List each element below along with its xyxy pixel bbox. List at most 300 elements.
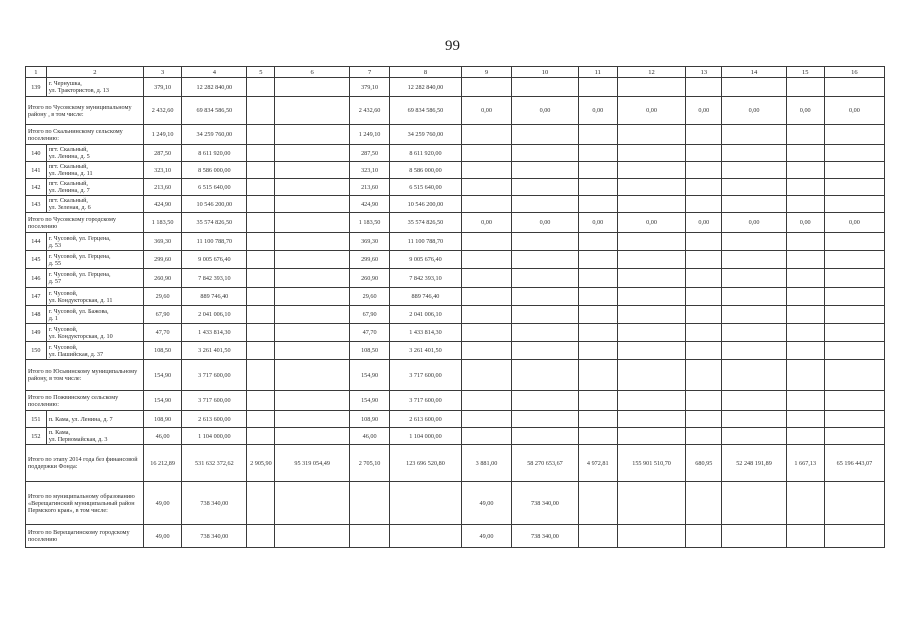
value-cell: 3 717 600,00 (182, 360, 247, 391)
subtotal-label: Итого по Скальнинскому сельскому поселению: (26, 125, 144, 145)
value-cell (275, 411, 350, 428)
value-cell (786, 428, 824, 445)
value-cell (512, 324, 578, 342)
value-cell: 424,90 (349, 196, 389, 213)
value-cell (512, 162, 578, 179)
row-number-cell: 151 (26, 411, 47, 428)
value-cell: 65 196 443,07 (824, 445, 884, 482)
value-cell (275, 251, 350, 269)
value-cell: 2 041 006,10 (182, 306, 247, 324)
address-cell: г. Чусовой, ул. Герцена, д. 57 (46, 269, 143, 288)
address-cell: г. Чусовой, ул. Кондукторская, д. 10 (46, 324, 143, 342)
value-cell (786, 342, 824, 360)
value-cell: 8 586 000,00 (182, 162, 247, 179)
value-cell (275, 196, 350, 213)
value-cell: 1 183,50 (349, 213, 389, 233)
column-number-4: 4 (182, 67, 247, 78)
value-cell (512, 360, 578, 391)
value-cell (786, 525, 824, 548)
value-cell (578, 324, 617, 342)
value-cell (617, 360, 685, 391)
column-number-5: 5 (247, 67, 275, 78)
row-number-cell: 139 (26, 78, 47, 97)
value-cell (247, 360, 275, 391)
value-cell: 34 259 760,00 (390, 125, 461, 145)
subtotal-row (26, 525, 885, 548)
value-cell (512, 428, 578, 445)
value-cell (617, 145, 685, 162)
value-cell: 1 433 814,30 (182, 324, 247, 342)
value-cell: 1 249,10 (143, 125, 181, 145)
value-cell (578, 179, 617, 196)
value-cell (578, 482, 617, 525)
column-number-3: 3 (143, 67, 181, 78)
value-cell (722, 125, 786, 145)
value-cell: 0,00 (786, 97, 824, 125)
value-cell (824, 251, 884, 269)
value-cell (247, 145, 275, 162)
value-cell (578, 288, 617, 306)
value-cell: 213,60 (349, 179, 389, 196)
value-cell: 29,60 (143, 288, 181, 306)
value-cell (686, 360, 722, 391)
value-cell (686, 145, 722, 162)
value-cell: 260,90 (143, 269, 181, 288)
value-cell: 3 717 600,00 (390, 391, 461, 411)
row-number-cell: 144 (26, 233, 47, 251)
value-cell (686, 162, 722, 179)
value-cell (617, 251, 685, 269)
value-cell (617, 233, 685, 251)
value-cell (275, 125, 350, 145)
column-number-13: 13 (686, 67, 722, 78)
address-cell: пгт. Скальный, ул. Зеленая, д. 6 (46, 196, 143, 213)
value-cell: 323,10 (349, 162, 389, 179)
value-cell (578, 145, 617, 162)
value-cell (722, 525, 786, 548)
value-cell (275, 179, 350, 196)
value-cell: 52 248 191,89 (722, 445, 786, 482)
value-cell (275, 324, 350, 342)
value-cell (722, 196, 786, 213)
value-cell (578, 269, 617, 288)
value-cell (722, 306, 786, 324)
value-cell: 2 705,10 (349, 445, 389, 482)
value-cell (349, 525, 389, 548)
value-cell (275, 162, 350, 179)
value-cell: 3 261 401,50 (390, 342, 461, 360)
value-cell (578, 360, 617, 391)
value-cell (686, 525, 722, 548)
value-cell (512, 145, 578, 162)
value-cell (247, 391, 275, 411)
value-cell: 1 104 000,00 (390, 428, 461, 445)
value-cell: 6 515 640,00 (182, 179, 247, 196)
value-cell (578, 78, 617, 97)
table-row (26, 428, 885, 445)
value-cell (617, 428, 685, 445)
value-cell: 67,90 (349, 306, 389, 324)
value-cell (247, 288, 275, 306)
value-cell: 2 041 006,10 (390, 306, 461, 324)
value-cell: 2 432,60 (143, 97, 181, 125)
value-cell (686, 196, 722, 213)
value-cell (461, 233, 512, 251)
value-cell: 67,90 (143, 306, 181, 324)
value-cell (247, 251, 275, 269)
value-cell (722, 251, 786, 269)
value-cell (461, 391, 512, 411)
value-cell: 1 183,50 (143, 213, 181, 233)
value-cell (786, 269, 824, 288)
value-cell (617, 162, 685, 179)
value-cell (578, 306, 617, 324)
value-cell (824, 324, 884, 342)
value-cell (247, 428, 275, 445)
value-cell (786, 251, 824, 269)
table-row (26, 288, 885, 306)
value-cell (461, 269, 512, 288)
value-cell: 738 340,00 (182, 482, 247, 525)
value-cell (686, 233, 722, 251)
value-cell (247, 411, 275, 428)
address-cell: пгт. Скальный, ул. Ленина, д. 11 (46, 162, 143, 179)
value-cell (247, 342, 275, 360)
value-cell (578, 411, 617, 428)
row-number-cell: 150 (26, 342, 47, 360)
value-cell (512, 306, 578, 324)
value-cell (461, 360, 512, 391)
value-cell (786, 145, 824, 162)
value-cell: 680,95 (686, 445, 722, 482)
value-cell: 0,00 (824, 213, 884, 233)
value-cell (512, 288, 578, 306)
value-cell: 95 319 054,49 (275, 445, 350, 482)
value-cell (786, 288, 824, 306)
value-cell (686, 306, 722, 324)
column-number-6: 6 (275, 67, 350, 78)
value-cell (512, 179, 578, 196)
table-row (26, 324, 885, 342)
table-body (26, 67, 885, 548)
value-cell: 7 842 393,10 (182, 269, 247, 288)
value-cell (578, 342, 617, 360)
column-number-10: 10 (512, 67, 578, 78)
value-cell (617, 306, 685, 324)
value-cell (786, 306, 824, 324)
value-cell (512, 391, 578, 411)
value-cell (786, 482, 824, 525)
value-cell: 0,00 (617, 97, 685, 125)
value-cell (824, 288, 884, 306)
value-cell: 35 574 826,50 (390, 213, 461, 233)
table-row (26, 179, 885, 196)
value-cell (686, 179, 722, 196)
value-cell (824, 162, 884, 179)
value-cell (617, 125, 685, 145)
value-cell: 10 546 200,00 (182, 196, 247, 213)
value-cell (824, 145, 884, 162)
value-cell: 47,70 (143, 324, 181, 342)
value-cell: 0,00 (461, 97, 512, 125)
value-cell (275, 306, 350, 324)
value-cell (722, 482, 786, 525)
subtotal-label: Итого по Чусовскому муниципальному району , в том числе: (26, 97, 144, 125)
value-cell (275, 428, 350, 445)
value-cell: 69 834 586,50 (390, 97, 461, 125)
address-cell: г. Чусовой, ул. Пашийская, д. 37 (46, 342, 143, 360)
column-number-9: 9 (461, 67, 512, 78)
value-cell (722, 324, 786, 342)
value-cell: 108,90 (349, 411, 389, 428)
value-cell (824, 360, 884, 391)
value-cell: 0,00 (686, 213, 722, 233)
value-cell (512, 125, 578, 145)
value-cell (617, 391, 685, 411)
value-cell: 49,00 (461, 482, 512, 525)
value-cell (824, 411, 884, 428)
subtotal-row (26, 97, 885, 125)
value-cell (722, 288, 786, 306)
address-cell: п. Кама, ул. Первомайская, д. 3 (46, 428, 143, 445)
value-cell: 1 104 000,00 (182, 428, 247, 445)
address-cell: г. Чусовой, ул. Кондукторская, д. 11 (46, 288, 143, 306)
column-number-2: 2 (46, 67, 143, 78)
address-cell: г. Чусовой, ул. Герцена, д. 53 (46, 233, 143, 251)
value-cell: 35 574 826,50 (182, 213, 247, 233)
value-cell: 213,60 (143, 179, 181, 196)
value-cell: 58 270 653,67 (512, 445, 578, 482)
value-cell (786, 196, 824, 213)
value-cell: 379,10 (143, 78, 181, 97)
value-cell (617, 342, 685, 360)
value-cell (686, 288, 722, 306)
subtotal-label: Итого по муниципальному образованию «Верещагинский муниципальный район Пермского края», в том числе: (26, 482, 144, 525)
value-cell: 4 972,81 (578, 445, 617, 482)
value-cell (461, 411, 512, 428)
table-row (26, 233, 885, 251)
column-number-7: 7 (349, 67, 389, 78)
value-cell (617, 324, 685, 342)
value-cell: 154,90 (349, 360, 389, 391)
value-cell (686, 342, 722, 360)
value-cell (686, 428, 722, 445)
value-cell (824, 391, 884, 411)
value-cell: 3 881,00 (461, 445, 512, 482)
value-cell (275, 391, 350, 411)
row-number-cell: 140 (26, 145, 47, 162)
value-cell (247, 162, 275, 179)
value-cell: 154,90 (349, 391, 389, 411)
value-cell (824, 306, 884, 324)
subtotal-label: Итого по Чусовскому городскому поселению (26, 213, 144, 233)
value-cell (617, 525, 685, 548)
value-cell: 0,00 (786, 213, 824, 233)
value-cell (275, 269, 350, 288)
address-cell: пгт. Скальный, ул. Ленина, д. 5 (46, 145, 143, 162)
value-cell: 0,00 (578, 97, 617, 125)
value-cell (247, 306, 275, 324)
subtotal-row (26, 445, 885, 482)
row-number-cell: 147 (26, 288, 47, 306)
summary-table (25, 66, 885, 548)
value-cell (275, 213, 350, 233)
value-cell: 11 100 788,70 (390, 233, 461, 251)
address-cell: п. Кама, ул. Ленина, д. 7 (46, 411, 143, 428)
value-cell: 49,00 (461, 525, 512, 548)
value-cell (390, 525, 461, 548)
value-cell (461, 288, 512, 306)
value-cell: 260,90 (349, 269, 389, 288)
value-cell (390, 482, 461, 525)
value-cell: 299,60 (349, 251, 389, 269)
value-cell (722, 391, 786, 411)
value-cell (461, 428, 512, 445)
value-cell (617, 179, 685, 196)
table-row (26, 269, 885, 288)
address-cell: г. Чусовой, ул. Герцена, д. 55 (46, 251, 143, 269)
value-cell (722, 411, 786, 428)
value-cell: 0,00 (461, 213, 512, 233)
value-cell: 2 613 600,00 (390, 411, 461, 428)
value-cell (786, 391, 824, 411)
value-cell (275, 145, 350, 162)
value-cell (578, 125, 617, 145)
value-cell (578, 525, 617, 548)
value-cell: 738 340,00 (512, 525, 578, 548)
subtotal-row (26, 213, 885, 233)
column-number-16: 16 (824, 67, 884, 78)
address-cell: г. Чернушка, ул. Трактористов, д. 13 (46, 78, 143, 97)
value-cell (578, 251, 617, 269)
subtotal-label: Итого по Юсьвинскому муниципальному району, в том числе: (26, 360, 144, 391)
row-number-cell: 152 (26, 428, 47, 445)
value-cell (786, 125, 824, 145)
value-cell: 1 249,10 (349, 125, 389, 145)
value-cell (824, 482, 884, 525)
value-cell: 889 746,40 (182, 288, 247, 306)
value-cell (247, 97, 275, 125)
value-cell: 155 901 510,70 (617, 445, 685, 482)
value-cell (247, 179, 275, 196)
value-cell (824, 428, 884, 445)
value-cell (349, 482, 389, 525)
value-cell (617, 269, 685, 288)
value-cell (824, 78, 884, 97)
value-cell: 531 632 372,62 (182, 445, 247, 482)
column-number-15: 15 (786, 67, 824, 78)
value-cell (461, 342, 512, 360)
subtotal-label: Итого по Верещагинскому городскому поселению (26, 525, 144, 548)
row-number-cell: 145 (26, 251, 47, 269)
value-cell (786, 360, 824, 391)
address-cell: пгт. Скальный, ул. Ленина, д. 7 (46, 179, 143, 196)
value-cell (275, 288, 350, 306)
value-cell: 0,00 (722, 97, 786, 125)
page-number: 99 (445, 38, 460, 54)
value-cell (722, 360, 786, 391)
value-cell (722, 145, 786, 162)
value-cell: 108,90 (143, 411, 181, 428)
value-cell: 1 433 814,30 (390, 324, 461, 342)
table-row (26, 306, 885, 324)
subtotal-row (26, 482, 885, 525)
value-cell (722, 78, 786, 97)
value-cell: 2 905,90 (247, 445, 275, 482)
value-cell (578, 233, 617, 251)
value-cell: 7 842 393,10 (390, 269, 461, 288)
table-row (26, 411, 885, 428)
value-cell: 738 340,00 (182, 525, 247, 548)
value-cell: 3 717 600,00 (390, 360, 461, 391)
value-cell: 46,00 (143, 428, 181, 445)
value-cell (617, 288, 685, 306)
value-cell: 424,90 (143, 196, 181, 213)
subtotal-label: Итого по этапу 2014 года без финансовой поддержки Фонда: (26, 445, 144, 482)
subtotal-label: Итого по Пожвинскому сельскому поселению: (26, 391, 144, 411)
value-cell (461, 179, 512, 196)
value-cell (275, 360, 350, 391)
value-cell (578, 162, 617, 179)
value-cell (617, 482, 685, 525)
value-cell (686, 411, 722, 428)
value-cell (824, 179, 884, 196)
value-cell (786, 324, 824, 342)
value-cell (824, 342, 884, 360)
value-cell: 9 005 676,40 (390, 251, 461, 269)
value-cell (275, 342, 350, 360)
value-cell (686, 78, 722, 97)
value-cell (247, 482, 275, 525)
value-cell: 379,10 (349, 78, 389, 97)
value-cell (578, 428, 617, 445)
subtotal-row (26, 360, 885, 391)
value-cell (578, 196, 617, 213)
value-cell (247, 233, 275, 251)
value-cell (786, 78, 824, 97)
row-number-cell: 149 (26, 324, 47, 342)
value-cell (247, 269, 275, 288)
value-cell (617, 411, 685, 428)
subtotal-row (26, 125, 885, 145)
value-cell: 108,50 (143, 342, 181, 360)
value-cell: 108,50 (349, 342, 389, 360)
value-cell (275, 97, 350, 125)
value-cell: 8 586 000,00 (390, 162, 461, 179)
table-row (26, 196, 885, 213)
value-cell (275, 233, 350, 251)
value-cell: 154,90 (143, 360, 181, 391)
column-number-1: 1 (26, 67, 47, 78)
value-cell (722, 233, 786, 251)
value-cell (461, 78, 512, 97)
value-cell (512, 196, 578, 213)
row-number-cell: 142 (26, 179, 47, 196)
value-cell: 16 212,89 (143, 445, 181, 482)
value-cell (686, 125, 722, 145)
table-row (26, 162, 885, 179)
subtotal-row (26, 391, 885, 411)
value-cell (722, 269, 786, 288)
value-cell (824, 196, 884, 213)
row-number-cell: 146 (26, 269, 47, 288)
value-cell: 0,00 (512, 213, 578, 233)
value-cell (247, 78, 275, 97)
value-cell: 12 282 840,00 (182, 78, 247, 97)
column-number-11: 11 (578, 67, 617, 78)
value-cell: 9 005 676,40 (182, 251, 247, 269)
table-row (26, 78, 885, 97)
